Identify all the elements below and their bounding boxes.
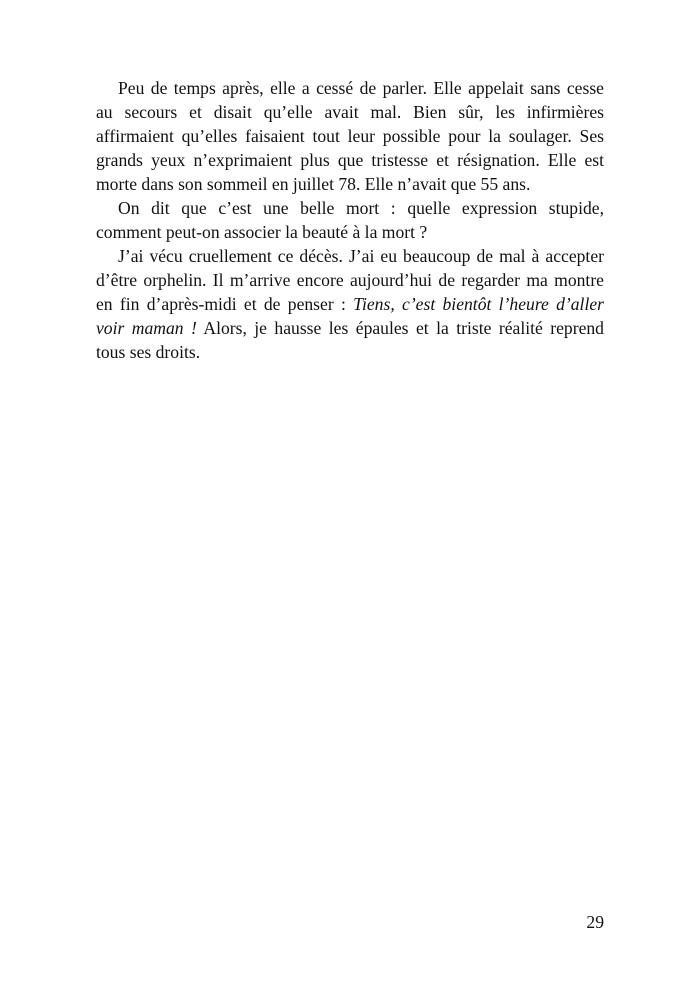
text-segment: en fin d’après-midi et de penser :: [96, 294, 354, 314]
text-segment: au secours et disait qu’elle avait mal. Bien sûr, les infirmières: [96, 102, 604, 122]
text-segment: tous ses droits.: [96, 342, 201, 362]
text-segment: Peu de temps après, elle a cessé de parler. Elle appelait sans cesse: [118, 78, 604, 98]
paragraph: [96, 196, 604, 244]
text-segment: d’être orphelin. Il m’arrive encore aujourd’hui de regarder ma montre: [96, 270, 604, 290]
text-segment: grands yeux n’exprimaient plus que tristesse et résignation. Elle est: [96, 150, 604, 170]
text-segment: Alors, je hausse les épaules et la triste réalité reprend: [196, 318, 604, 338]
text-line: [96, 124, 604, 148]
text-segment: On dit que c’est une belle mort : quelle expression stupide,: [118, 198, 604, 218]
page-number: 29: [586, 912, 604, 932]
text-segment: morte dans son sommeil en juillet 78. Elle n’avait que 55 ans.: [96, 174, 531, 194]
italic-text: Tiens, c’est bientôt l’heure d’aller: [353, 294, 604, 314]
italic-text: voir maman !: [96, 318, 197, 338]
text-segment: affirmaient qu’elles faisaient tout leur possible pour la soulager. Ses: [96, 126, 604, 146]
text-line: [96, 244, 604, 268]
text-line: [96, 292, 604, 316]
text-line: [96, 148, 604, 172]
text-line: [96, 268, 604, 292]
paragraph: [96, 244, 604, 364]
text-line: [96, 196, 604, 220]
text-line: [96, 76, 604, 100]
text-segment: J’ai vécu cruellement ce décès. J’ai eu beaucoup de mal à accepter: [118, 246, 604, 266]
text-line: [96, 172, 604, 196]
text-segment: comment peut-on associer la beauté à la mort ?: [96, 222, 428, 242]
paragraph: [96, 76, 604, 196]
text-line: [96, 220, 604, 244]
text-line: [96, 340, 604, 364]
body-text: [96, 76, 604, 364]
text-line: [96, 316, 604, 340]
text-line: [96, 100, 604, 124]
